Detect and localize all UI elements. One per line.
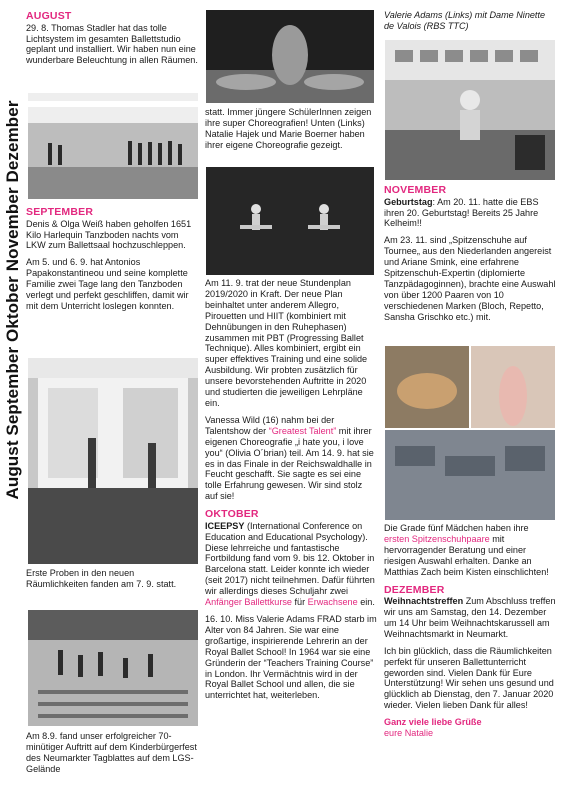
schedule-section <box>205 278 377 707</box>
dancers-jump-photo <box>206 167 374 275</box>
schedule-text: Am 11. 9. trat der neue Stundenplan 2019/2020 in Kraft. Der neue Plan beinhaltet unter anderem Allegro, Pirouetten und HIIT (kombiniert mit Dehnübungen in den Ruhephasen) zusammen mit PBT (Progressing Ballet Technique). Alles kombiniert, ergibt ein super effektives Training und eine solide Ausbildung. Wir probten zusätzlich für unsere bevorstehenden Auftritte in 2020 und studierten die jeweiligen Lehrpläne ein. <box>205 278 368 408</box>
vertical-page-title <box>2 12 24 587</box>
kinderbuergerfest-stage-photo <box>28 610 198 726</box>
september-section <box>26 206 198 318</box>
oktober-heading: OKTOBER <box>205 508 259 521</box>
september-paragraph-1: Denis & Olga Weiß haben geholfen 1651 Kilo Harlequin Tanzboden nachts vom LKW zum Ballettsaal hochzuschleppen. <box>26 218 192 251</box>
november-section <box>384 184 556 329</box>
greatest-talent-link[interactable]: “Greatest Talent” <box>268 425 337 436</box>
erwachsene-link[interactable]: Erwachsene <box>307 597 358 608</box>
spitzenschuhpaare-link[interactable]: ersten Spitzenschuhpaare <box>384 533 490 544</box>
greeting-text: Ganz viele liebe Grüße <box>384 717 482 728</box>
valerie-adams-caption: Valerie Adams (Links) mit Dame Ninette de Valois (RBS TTC) <box>384 10 546 31</box>
iceepsy-text: ICEEPSY (International Conference on Education and Educational Psychology). Diese lehrreiche und fantastische Fortbildung fand vom 9. bis 12. Oktober in Barcelona statt. Leider konnte ich wieder (seit 2017) nicht teilnehmen. Dafür führten wir allerdings dieses Schuljahr zwei Anfänger Ballettkurse für Erwachsene ein. <box>205 520 375 608</box>
geburtstag-text: Geburtstag: Am 20. 11. hatte die EBS ihren 20. Geburtstag! Bereits 25 Jahre Kelheim!! <box>384 196 539 229</box>
rehearsal-caption: Erste Proben in den neuen Räumlichkeiten fanden am 7. 9. statt. <box>26 568 177 589</box>
august-section <box>26 10 198 72</box>
vanessa-text: Vanessa Wild (16) nahm bei der Talentshow der “Greatest Talent” mit ihrer eigenen Choreografie „i hate you, i love you“ (Olivia O´brian) teil. Am 14. 9. hat sie es in das Finale in der Reichswaldhalle in Feucht geschafft. Sie sagte es sei eine tolle Erfahrung gewesen. Wir sind stolz auf sie! <box>205 414 374 502</box>
august-heading: AUGUST <box>26 10 72 22</box>
pointe-shoes-collage <box>385 346 555 520</box>
anfaenger-kurse-link[interactable]: Anfänger Ballettkurse <box>205 597 292 608</box>
choreography-text: statt. Immer jüngere SchülerInnen zeigen ihre super Choreografien! Unten (Links) Natalie Hajek und Marie Boerner haben ihrer eigene Choreografie gezeigt. <box>205 107 372 150</box>
weihnachtstreffen-text: Weihnachtstreffen Zum Abschluss treffen wir uns am Samstag, den 14. Dezember um 14 Uhr beim Weihnachtskarussell am Weihnachtsmarkt in Neumarkt. <box>384 596 556 639</box>
signature-text: eure Natalie <box>384 728 434 739</box>
grade-five-section <box>384 523 556 739</box>
september-paragraph-2: Am 5. und 6. 9. hat Antonios Papakonstantineou und seine komplette Familie zwei Tage lang den Tanzboden verlegt und perfekt geschliffen, damit wir mit dem Unterricht loslegen konnten. <box>26 257 189 311</box>
dezember-heading: DEZEMBER <box>384 583 445 596</box>
spitzenschuhe-text: Am 23. 11. sind „Spitzenschuhe auf Tournee„ aus den Niederlanden angereist und Ariane Smink, eine erfahrene Spitzenschuh-Expertin (diplomierte Tanzpädagoginnen), brachte eine Auswahl von über 1200 Paaren von 10 verschiedenen Marken (Bloch, Repetto, Sansha Grischko etc.) mit. <box>384 235 556 322</box>
valerie-adams-caption-block <box>384 10 556 38</box>
rehearsal-caption-block <box>26 568 198 596</box>
valerie-adams-text: 16. 10. Miss Valerie Adams FRAD starb im Alter von 84 Jahren. Sie war eine großartige, inspirierende Lehrerin an der Royal Ballet School! In 1964 war sie eine Gründerin der “Teachers Training Course” in London. Ihr Vermächtnis wird in der Royal Ballet School und allen, die sie unterrichtet hat, weiterleben. <box>205 613 377 701</box>
closing-text: Ich bin glücklich, dass die Räumlichkeiten perfekt für unseren Ballettunterricht geworden sind. Vielen Dank für Eure Unterstützung! Wir sehen uns gesund und glücklich ab Dienstag, den 7. Januar 2020 wieder. Vielen lieben Dank für alles! <box>384 645 554 711</box>
kinderbuergerfest-caption-block <box>26 731 198 781</box>
ballet-studio-photo <box>28 93 198 199</box>
young-choreography-photo <box>206 10 374 103</box>
august-text: 29. 8. Thomas Stadler hat das tolle Lichtsystem im gesamten Ballettstudio geplant und installiert. Wir haben nun eine wunderbare Beleuchtung in allen Räumen. <box>26 22 198 66</box>
kinderbuergerfest-caption: Am 8.9. fand unser erfolgreicher 70-minütiger Auftritt auf dem Kinderbürgerfest des Neumarkter Tagblattes auf dem LGS-Gelände <box>26 731 197 774</box>
valerie-adams-photo <box>385 40 555 180</box>
september-heading: SEPTEMBER <box>26 206 94 218</box>
november-heading: NOVEMBER <box>384 184 447 196</box>
new-studio-rehearsal-photo <box>28 358 198 564</box>
vertical-title-text: August September Oktober November Dezember <box>2 99 22 500</box>
grade-five-text: Die Grade fünf Mädchen haben ihre ersten Spitzenschuhpaare mit hervorragender Beratung und einer riesigen Auswahl erhalten. Danke an Matthias Zach beim Kisten einschlichten! <box>384 523 549 577</box>
choreography-continuation <box>205 107 377 157</box>
